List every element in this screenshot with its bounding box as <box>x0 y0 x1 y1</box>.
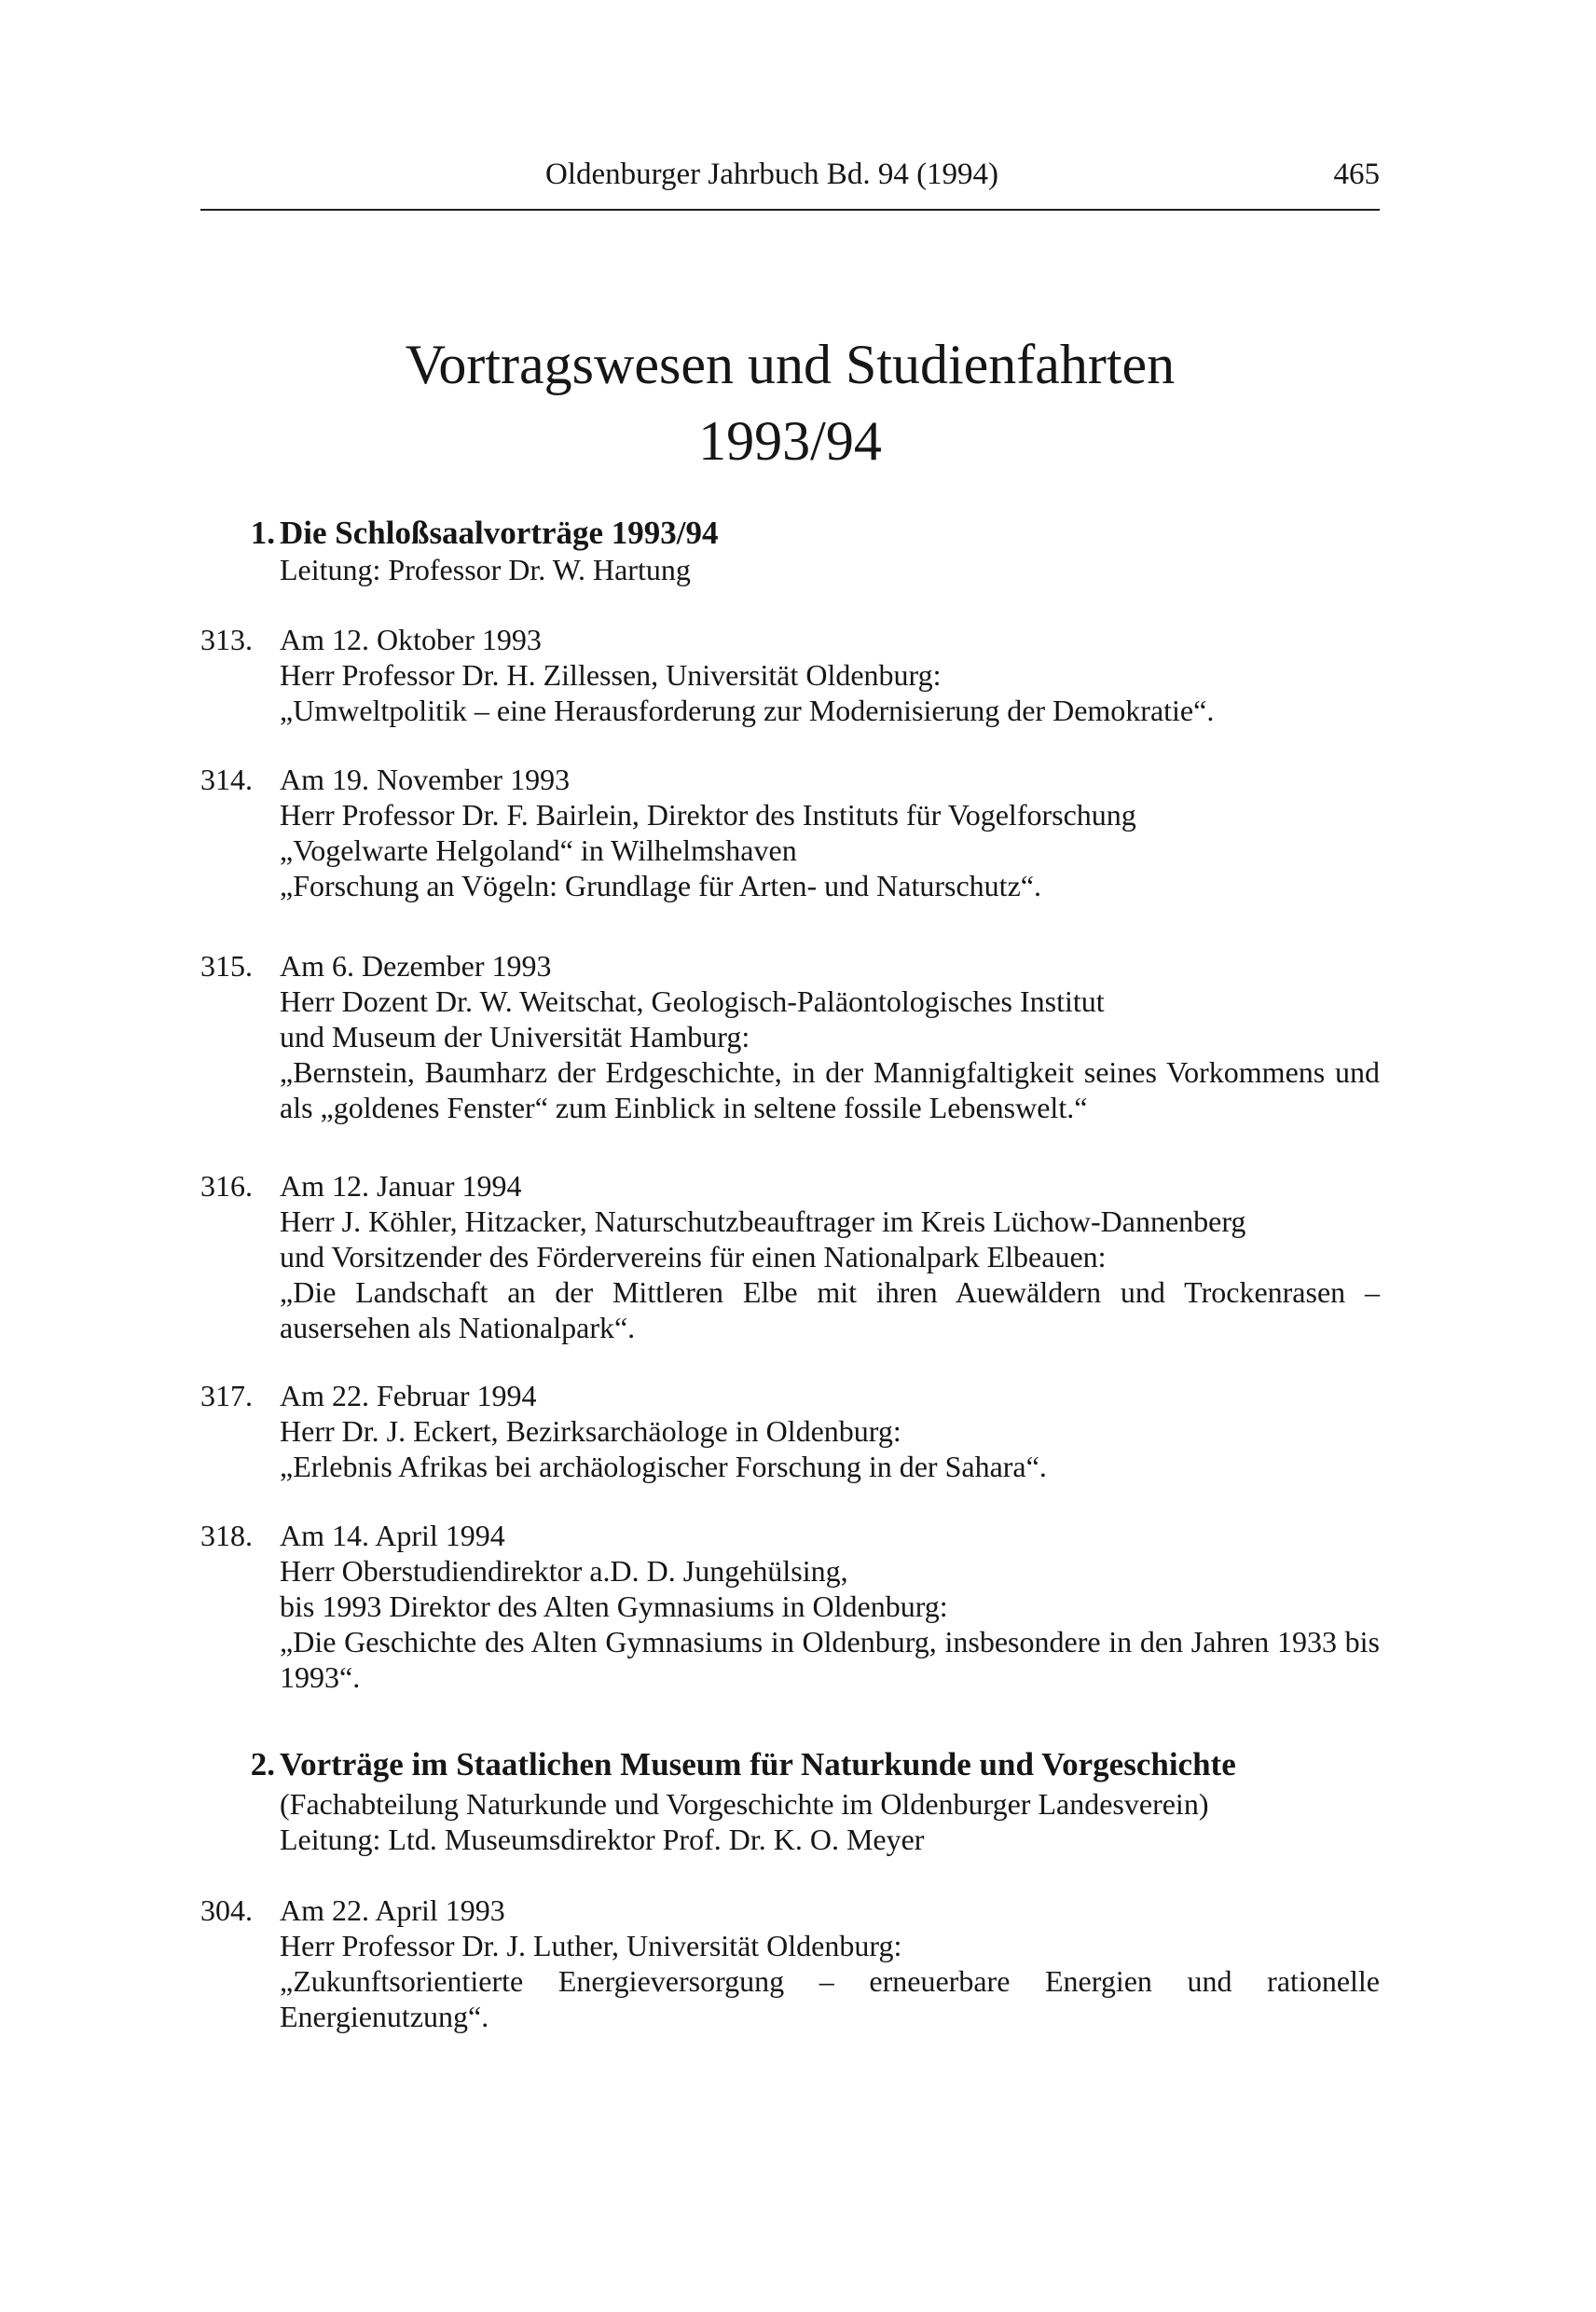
lecture-speaker: Herr Oberstudiendirektor a.D. D. Jungehülsing, <box>280 1554 848 1588</box>
lecture-topic: „Zukunftsorientierte Energieversorgung – erneuerbare Energien und rationelle Energienutzung“. <box>280 1964 1380 2033</box>
section-number: 2. <box>250 1746 275 1782</box>
lecture-317 <box>200 1378 1384 1484</box>
lecture-number: 318. <box>200 1519 253 1552</box>
lecture-speaker-affiliation: bis 1993 Direktor des Alten Gymnasiums in Oldenburg: <box>280 1590 948 1623</box>
section-leader: Leitung: Professor Dr. W. Hartung <box>280 553 691 586</box>
lecture-date: Am 22. Februar 1994 <box>280 1379 537 1412</box>
lecture-speaker: Herr Dozent Dr. W. Weitschat, Geologisch-Paläontologisches Institut <box>280 984 1105 1018</box>
lecture-313 <box>200 622 1384 728</box>
lecture-speaker: Herr J. Köhler, Hitzacker, Naturschutzbeauftrager im Kreis Lüchow-Dannenberg <box>280 1204 1246 1238</box>
lecture-topic: „Erlebnis Afrikas bei archäologischer Forschung in der Sahara“. <box>280 1450 1047 1483</box>
lecture-number: 304. <box>200 1893 253 1927</box>
lecture-number: 316. <box>200 1169 253 1203</box>
page-number: 465 <box>1333 158 1380 191</box>
lecture-number: 317. <box>200 1379 253 1412</box>
lecture-speaker-affiliation: „Vogelwarte Helgoland“ in Wilhelmshaven <box>280 833 797 867</box>
journal-title: Oldenburger Jahrbuch Bd. 94 (1994) <box>545 158 999 191</box>
running-header <box>200 155 1380 211</box>
lecture-number: 314. <box>200 763 253 796</box>
lecture-304 <box>200 1892 1384 2034</box>
section-leader: Leitung: Ltd. Museumsdirektor Prof. Dr. K. O. Meyer <box>280 1823 925 1856</box>
lecture-speaker: Herr Professor Dr. F. Bairlein, Direktor des Instituts für Vogelforschung <box>280 798 1136 832</box>
section-number: 1. <box>250 515 275 551</box>
lecture-314 <box>200 762 1384 903</box>
section-title: Die Schloßsaalvorträge 1993/94 <box>280 515 719 551</box>
section-subtitle: (Fachabteilung Naturkunde und Vorgeschichte im Oldenburger Landesverein) <box>280 1787 1209 1821</box>
lecture-date: Am 12. Oktober 1993 <box>280 623 542 656</box>
lecture-number: 315. <box>200 949 253 983</box>
lecture-318 <box>200 1518 1384 1695</box>
page-title-line-2: 1993/94 <box>698 410 882 472</box>
lecture-316 <box>200 1168 1384 1345</box>
section-title: Vorträge im Staatlichen Museum für Naturkunde und Vorgeschichte <box>280 1746 1236 1782</box>
lecture-speaker: Herr Professor Dr. H. Zillessen, Universität Oldenburg: <box>280 658 942 692</box>
lecture-speaker: Herr Professor Dr. J. Luther, Universität Oldenburg: <box>280 1929 902 1962</box>
lecture-speaker-affiliation: und Vorsitzender des Fördervereins für einen Nationalpark Elbeauen: <box>280 1240 1107 1273</box>
lecture-topic: „Die Landschaft an der Mittleren Elbe mit ihren Auewäldern und Trockenrasen – ausersehen als Nationalpark“. <box>280 1275 1380 1344</box>
lecture-topic: „Umweltpolitik – eine Herausforderung zur Modernisierung der Demokratie“. <box>280 694 1215 727</box>
lecture-315 <box>200 948 1384 1125</box>
page-title <box>200 326 1380 479</box>
lecture-speaker: Herr Dr. J. Eckert, Bezirksarchäologe in Oldenburg: <box>280 1414 901 1448</box>
page-title-line-1: Vortragswesen und Studienfahrten <box>405 334 1176 395</box>
lecture-date: Am 12. Januar 1994 <box>280 1169 522 1203</box>
lecture-date: Am 22. April 1993 <box>280 1893 505 1927</box>
lecture-number: 313. <box>200 623 253 656</box>
lecture-topic: „Bernstein, Baumharz der Erdgeschichte, in der Mannigfaltigkeit seines Vorkommens und als „goldenes Fenster“ zum Einblick in seltene fossile Lebenswelt.“ <box>280 1055 1380 1124</box>
lecture-topic: „Forschung an Vögeln: Grundlage für Arten- und Naturschutz“. <box>280 869 1041 902</box>
lecture-date: Am 19. November 1993 <box>280 763 571 796</box>
lecture-speaker-affiliation: und Museum der Universität Hamburg: <box>280 1020 750 1053</box>
lecture-topic: „Die Geschichte des Alten Gymnasiums in Oldenburg, insbesondere in den Jahren 1933 bis 1993“. <box>280 1625 1380 1694</box>
lecture-date: Am 6. Dezember 1993 <box>280 949 552 983</box>
lecture-date: Am 14. April 1994 <box>280 1519 505 1552</box>
